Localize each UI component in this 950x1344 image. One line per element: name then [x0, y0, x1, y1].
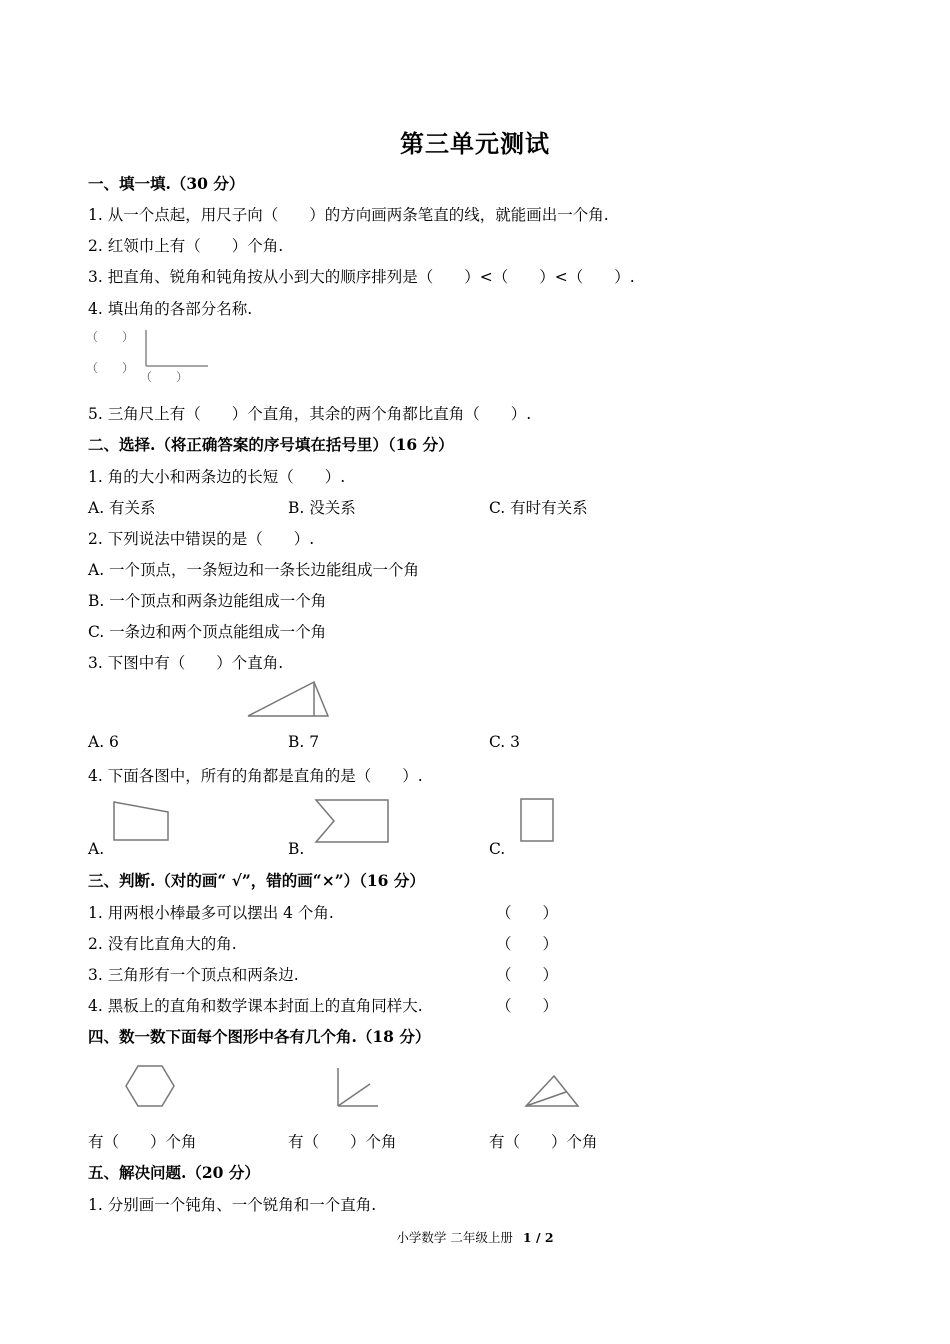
s3-item-1-answer: （ ） — [496, 904, 559, 922]
section-1-heading: 一、填一填.（30 分） — [88, 174, 245, 193]
s2-question-2: 2. 下列说法中错误的是（ ）. — [88, 530, 315, 548]
notched-figure-b — [314, 798, 394, 846]
triangle-with-line-figure — [524, 1072, 582, 1110]
s5-question-1: 1. 分别画一个钝角、一个锐角和一个直角. — [88, 1196, 377, 1214]
s2-q4-option-c: C. — [489, 840, 506, 858]
page-title: 第三单元测试 — [400, 129, 550, 158]
s2-q2-option-b: B. 一个顶点和两条边能组成一个角 — [88, 592, 327, 610]
s2-q2-option-a: A. 一个顶点，一条短边和一条长边能组成一个角 — [88, 561, 420, 579]
s3-item-3-answer: （ ） — [496, 966, 559, 984]
s1-question-1: 1. 从一个点起，用尺子向（ ）的方向画两条笔直的线，就能画出一个角. — [88, 206, 609, 224]
s2-q3-option-a: A. 6 — [88, 733, 119, 751]
footer-page-number: 1 / 2 — [522, 1230, 554, 1245]
section-5-heading: 五、解决问题.（20 分） — [88, 1163, 260, 1182]
s2-q1-option-c: C. 有时有关系 — [489, 499, 588, 517]
s3-item-4-answer: （ ） — [496, 997, 559, 1015]
section-4-heading: 四、数一数下面每个图形中各有几个角.（18 分） — [88, 1027, 431, 1046]
quadrilateral-figure-a — [110, 800, 174, 844]
s1-question-5: 5. 三角尺上有（ ）个直角，其余的两个角都比直角（ ）. — [88, 405, 532, 423]
s2-q3-option-c: C. 3 — [489, 733, 521, 751]
angle-label-side: （ ） — [86, 361, 135, 375]
s3-item-2: 2. 没有比直角大的角. — [88, 935, 237, 953]
right-triangle-figure — [244, 678, 334, 720]
s2-q1-option-b: B. 没关系 — [288, 499, 356, 517]
hexagon-figure — [124, 1064, 176, 1108]
s4-answer-1: 有（ ）个角 — [88, 1133, 197, 1151]
s2-question-3: 3. 下图中有（ ）个直角. — [88, 654, 284, 672]
s2-question-4: 4. 下面各图中，所有的角都是直角的是（ ）. — [88, 767, 423, 785]
s4-answer-2: 有（ ）个角 — [288, 1133, 397, 1151]
s3-item-3: 3. 三角形有一个顶点和两条边. — [88, 966, 299, 984]
s1-question-4: 4. 填出角的各部分名称. — [88, 300, 253, 318]
s2-question-1: 1. 角的大小和两条边的长短（ ）. — [88, 468, 346, 486]
s2-q3-option-b: B. 7 — [288, 733, 320, 751]
s3-item-2-answer: （ ） — [496, 935, 559, 953]
page-footer — [0, 1228, 950, 1246]
angle-parts-figure — [138, 328, 218, 378]
section-3-heading: 三、判断.（对的画“ √”，错的画“×”）（16 分） — [88, 871, 425, 890]
section-2-heading: 二、选择.（将正确答案的序号填在括号里）（16 分） — [88, 435, 454, 454]
multi-angle-figure — [334, 1066, 382, 1110]
s1-question-3: 3. 把直角、锐角和钝角按从小到大的顺序排列是（ ）<（ ）<（ ）. — [88, 268, 635, 286]
rectangle-figure-c — [518, 796, 558, 844]
angle-label-vertex: （ ） — [86, 330, 135, 344]
s3-item-1: 1. 用两根小棒最多可以摆出 4 个角. — [88, 904, 334, 922]
s2-q2-option-c: C. 一条边和两个顶点能组成一个角 — [88, 623, 327, 641]
s2-q1-option-a: A. 有关系 — [88, 499, 156, 517]
angle-label-bottom-side: （ ） — [140, 370, 189, 384]
s2-q4-option-b: B. — [288, 840, 305, 858]
s4-answer-3: 有（ ）个角 — [489, 1133, 598, 1151]
s3-item-4: 4. 黑板上的直角和数学课本封面上的直角同样大. — [88, 997, 423, 1015]
s2-q4-option-a: A. — [88, 840, 105, 858]
s1-question-2: 2. 红领巾上有（ ）个角. — [88, 237, 284, 255]
footer-subject: 小学数学 二年级上册 — [396, 1230, 513, 1245]
